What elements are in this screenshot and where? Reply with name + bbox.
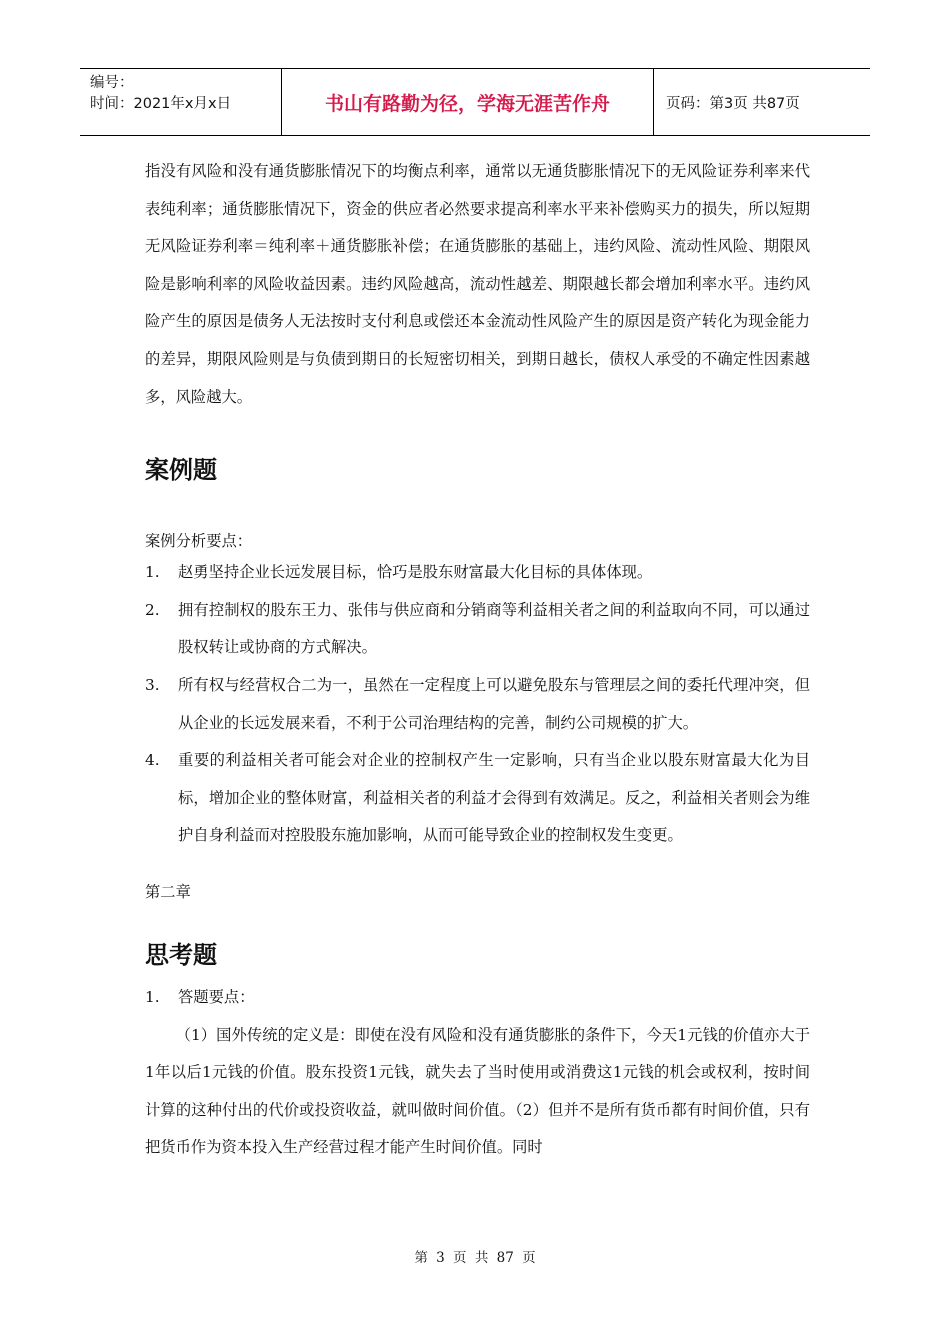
chapter-label: 第二章	[145, 882, 191, 901]
header-page-code: 页码：第3页 共87页	[666, 95, 800, 112]
case-heading: 案例题	[145, 456, 217, 485]
think-heading: 思考题	[145, 940, 217, 969]
list-item	[145, 742, 810, 855]
list-number: 3.	[145, 675, 160, 694]
case-lead: 案例分析要点：	[145, 532, 253, 551]
header-motto: 书山有路勤为径，学海无涯苦作舟	[282, 69, 654, 135]
list-item	[145, 554, 810, 592]
page-footer: 第 3 页 共 87 页	[414, 1250, 536, 1266]
header-meta	[80, 69, 282, 135]
list-text: 赵勇坚持企业长远发展目标，恰巧是股东财富最大化目标的具体体现。	[178, 563, 653, 582]
list-number: 4.	[145, 751, 160, 770]
list-text: 答题要点：	[178, 987, 255, 1006]
list-item	[145, 667, 810, 742]
list-text: 重要的利益相关者可能会对企业的控制权产生一定影响，只有当企业以股东财富最大化为目标，增加企业的整体财富，利益相关者的利益才会得到有效满足。反之，利益相关者则会为维护自身利益而对控股股东施加影响，从而可能导致企业的控制权发生变更。	[178, 751, 810, 845]
list-item	[145, 592, 810, 667]
case-list	[145, 554, 810, 855]
list-text: 拥有控制权的股东王力、张伟与供应商和分销商等利益相关者之间的利益取向不同，可以通过股权转让或协商的方式解决。	[178, 600, 810, 657]
list-number: 1.	[145, 987, 160, 1006]
page-header	[80, 68, 870, 136]
document-body	[145, 153, 810, 1167]
number-label: 编号：	[90, 75, 134, 91]
time-label: 时间：2021年x月x日	[90, 96, 232, 112]
think-list	[145, 979, 810, 1017]
intro-paragraph: 指没有风险和没有通货膨胀情况下的均衡点利率，通常以无通货膨胀情况下的无风险证券利率来代表纯利率；通货膨胀情况下，资金的供应者必然要求提高利率水平来补偿购买力的损失，所以短期无风险证券利率＝纯利率＋通货膨胀补偿；在通货膨胀的基础上，违约风险、流动性风险、期限风险是影响利率的风险收益因素。违约风险越高，流动性越差、期限越长都会增加利率水平。违约风险产生的原因是债务人无法按时支付利息或偿还本金流动性风险产生的原因是资产转化为现金能力的差异，期限风险则是与负债到期日的长短密切相关，到期日越长，债权人承受的不确定性因素越多，风险越大。	[145, 162, 810, 406]
list-text: 所有权与经营权合二为一，虽然在一定程度上可以避免股东与管理层之间的委托代理冲突，但从企业的长远发展来看，不利于公司治理结构的完善，制约公司规模的扩大。	[178, 675, 810, 732]
think-answer-body: （1）国外传统的定义是：即使在没有风险和没有通货膨胀的条件下，今天1元钱的价值亦大于1年以后1元钱的价值。股东投资1元钱，就失去了当时使用或消费这1元钱的机会或权利，按时间计算的这种付出的代价或投资收益，就叫做时间价值。（2）但并不是所有货币都有时间价值，只有把货币作为资本投入生产经营过程才能产生时间价值。同时	[145, 1025, 810, 1157]
list-number: 1.	[145, 563, 160, 582]
list-number: 2.	[145, 600, 160, 619]
list-item	[145, 979, 810, 1017]
